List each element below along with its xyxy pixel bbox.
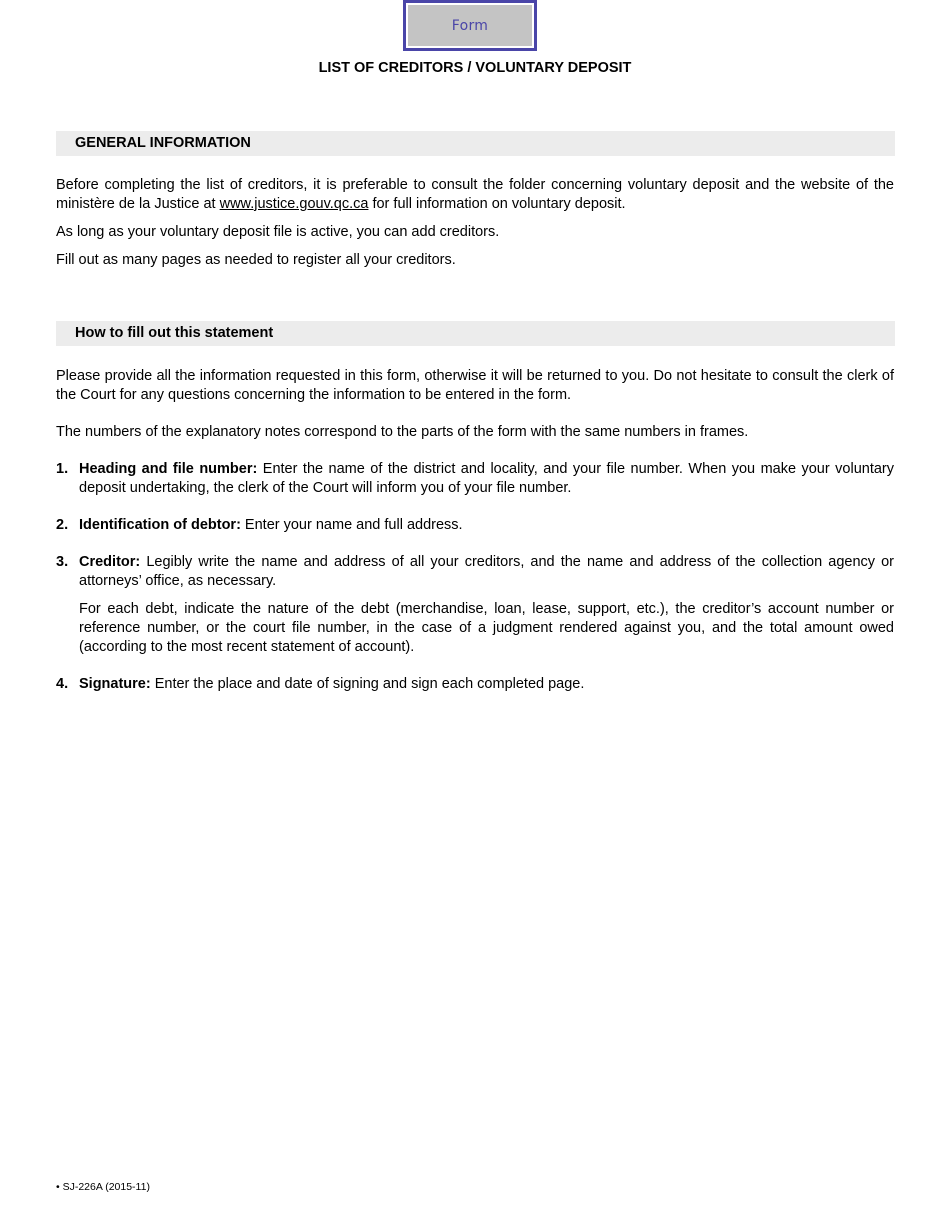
note-extra-text: For each debt, indicate the nature of the debt (merchandise, loan, lease, support, etc.), the creditor’s account number or reference number, or the court file number, in the case of a judgment rendered against you, and the total amount owed (according to the most recent statement of account). (79, 601, 894, 655)
note-number: 2. (56, 517, 69, 533)
form-button[interactable] (403, 0, 537, 51)
note-heading-and-file-number (56, 460, 894, 498)
general-info-paragraph-1: Before completing the list of creditors, it is preferable to consult the folder concerning voluntary deposit and the website of the ministère de la Justice at www.justice.gouv.qc.ca for full information on voluntary deposit. (56, 177, 894, 212)
note-identification-of-debtor (56, 516, 894, 535)
note-number: 3. (56, 554, 69, 570)
note-signature (56, 675, 894, 694)
note-number: 1. (56, 461, 69, 477)
form-button-label: Form (408, 5, 532, 46)
note-text: Enter the name of the district and locality, and your file number. When you make your voluntary deposit undertaking, the clerk of the Court will inform you of your file number. (79, 461, 895, 496)
note-label: Identification of debtor: (79, 517, 241, 533)
how-to-heading: How to fill out this statement (56, 321, 895, 346)
how-to-paragraph-1: Please provide all the information requested in this form, otherwise it will be returned to you. Do not hesitate to consult the clerk of the Court for any questions concerning the information to be entered in the form. (56, 368, 894, 403)
note-text: Legibly write the name and address of all your creditors, and the name and address of the collection agency or attorneys’ office, as necessary. (79, 554, 894, 589)
general-info-paragraph-2: As long as your voluntary deposit file is active, you can add creditors. (56, 224, 500, 240)
justice-website-link[interactable]: www.justice.gouv.qc.ca (219, 196, 369, 212)
form-code-footer: • SJ-226A (2015-11) (56, 1181, 150, 1193)
note-text: Enter the place and date of signing and sign each completed page. (150, 676, 585, 692)
note-label: Signature: (79, 676, 151, 692)
note-number: 4. (56, 676, 69, 692)
general-information-heading: GENERAL INFORMATION (56, 131, 895, 156)
note-text: Enter your name and full address. (240, 517, 463, 533)
document-title: LIST OF CREDITORS / VOLUNTARY DEPOSIT (318, 60, 632, 76)
how-to-paragraph-2: The numbers of the explanatory notes correspond to the parts of the form with the same numbers in frames. (56, 424, 749, 440)
note-label: Creditor: (79, 554, 141, 570)
note-label: Heading and file number: (79, 461, 258, 477)
note-creditor (56, 553, 894, 657)
how-to-intro (56, 367, 894, 451)
general-info-paragraph-3: Fill out as many pages as needed to register all your creditors. (56, 252, 456, 268)
general-information-body (56, 176, 894, 279)
explanatory-notes-list (56, 460, 894, 712)
